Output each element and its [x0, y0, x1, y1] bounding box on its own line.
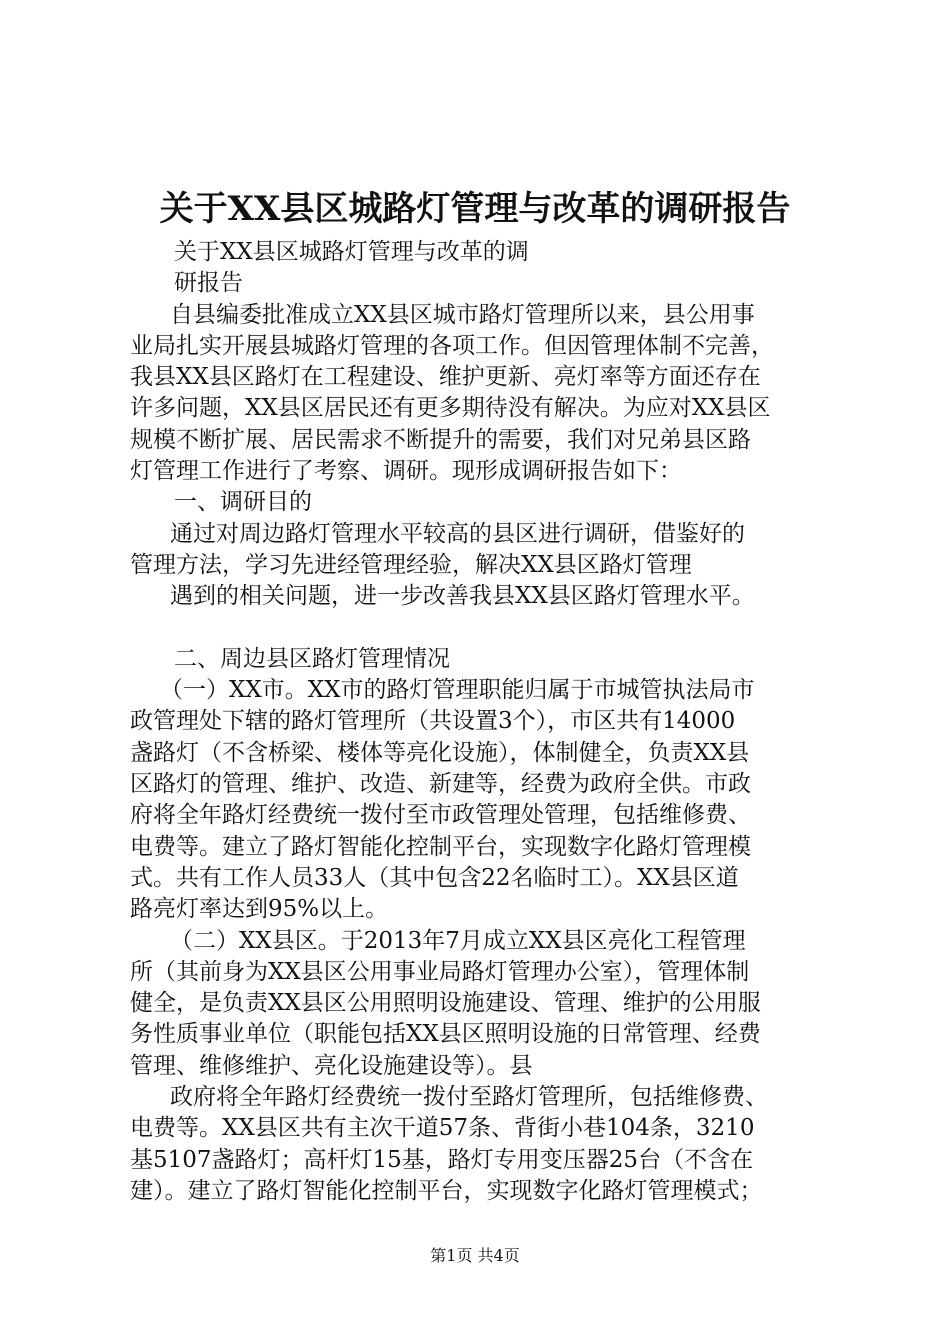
text-line: 健全，是负责XX县区公用照明设施建设、管理、维护的公用服: [130, 990, 761, 1017]
text-line: （一）XX市。XX市的路灯管理职能归属于市城管执法局市: [160, 677, 755, 704]
text-line: 盏路灯（不含桥梁、楼体等亮化设施），体制健全，负责XX县: [130, 739, 750, 766]
document-body: [130, 237, 830, 1207]
document-title: 关于XX县区城路灯管理与改革的调研报告: [159, 189, 791, 229]
text-line: 区路灯的管理、维护、改造、新建等，经费为政府全供。市政: [130, 771, 751, 798]
text-line: 电费等。建立了路灯智能化控制平台，实现数字化路灯管理模: [130, 833, 751, 860]
text-line: 电费等。XX县区共有主次干道57条、背街小巷104条，3210: [130, 1115, 755, 1142]
text-line: 自县编委批准成立XX县区城市路灯管理所以来，县公用事: [170, 301, 755, 328]
blank-line: [130, 613, 830, 644]
text-line: 我县XX县区路灯在工程建设、维护更新、亮灯率等方面还存在: [130, 364, 761, 391]
text-line: 规模不断扩展、居民需求不断提升的需要，我们对兄弟县区路: [130, 426, 751, 453]
text-line: 一、调研目的: [174, 489, 312, 516]
text-line: 通过对周边路灯管理水平较高的县区进行调研，借鉴好的: [170, 520, 745, 547]
text-line: 管理、维修维护、亮化设施建设等）。县: [130, 1052, 533, 1079]
text-line: 府将全年路灯经费统一拨付至市政管理处管理，包括维修费、: [130, 802, 751, 829]
text-line: 遇到的相关问题，进一步改善我县XX县区路灯管理水平。: [170, 583, 755, 610]
text-line: 政管理处下辖的路灯管理所（共设置3个），市区共有14000: [130, 708, 736, 735]
text-line: 二、周边县区路灯管理情况: [174, 645, 450, 672]
text-line: 灯管理工作进行了考察、调研。现形成调研报告如下：: [130, 458, 682, 485]
text-line: 许多问题，XX县区居民还有更多期待没有解决。为应对XX县区: [130, 395, 771, 422]
text-line: 路亮灯率达到95%以上。: [130, 896, 389, 923]
text-line: 政府将全年路灯经费统一拨付至路灯管理所，包括维修费、: [170, 1084, 768, 1111]
text-line: 关于XX县区城路灯管理与改革的调: [174, 239, 529, 265]
page-footer: 第1页 共4页: [430, 1246, 520, 1265]
text-line: 业局扎实开展县城路灯管理的各项工作。但因管理体制不完善，: [130, 332, 774, 359]
text-line: 管理方法，学习先进经管理经验，解决XX县区路灯管理: [130, 551, 692, 578]
text-line: 研报告: [174, 270, 243, 297]
text-line: 式。共有工作人员33人（其中包含22名临时工）。XX县区道: [130, 864, 739, 891]
text-line: 所（其前身为XX县区公用事业局路灯管理办公室），管理体制: [130, 958, 750, 985]
text-line: 务性质事业单位（职能包括XX县区照明设施的日常管理、经费: [130, 1021, 761, 1048]
text-line: 建）。建立了路灯智能化控制平台，实现数字化路灯管理模式；: [130, 1177, 763, 1204]
text-line: 基5107盏路灯；高杆灯15基，路灯专用变压器25台（不含在: [130, 1146, 754, 1173]
text-line: （二）XX县区。于2013年7月成立XX县区亮化工程管理: [170, 927, 746, 954]
